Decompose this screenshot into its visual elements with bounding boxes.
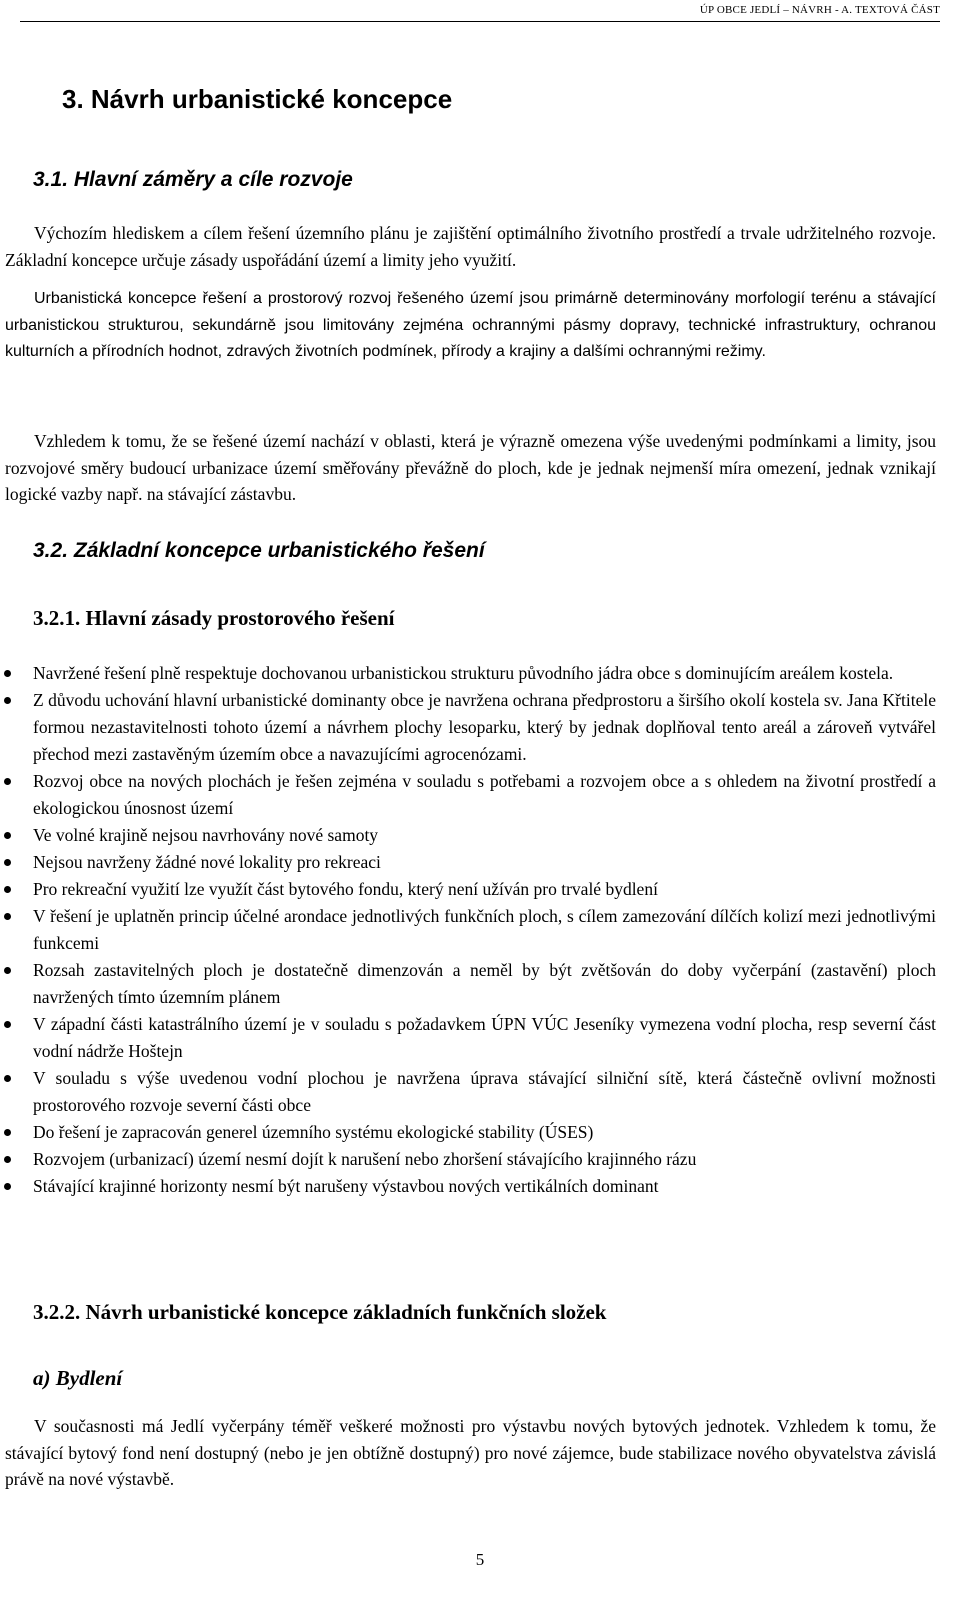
list-item: V souladu s výše uvedenou vodní plochou je navržena úprava stávající silniční sítě, která částečně ovlivní možnosti prostorového rozvoje severní části obce [0,1065,936,1119]
bullet-icon [4,913,11,920]
bullet-icon [4,1129,11,1136]
bullet-icon [4,886,11,893]
list-item: Navržené řešení plně respektuje dochovanou urbanistickou strukturu původního jádra obce s dominujícím areálem kostela. [0,660,936,687]
bullet-icon [4,1021,11,1028]
paragraph-3-1-2: Urbanistická koncepce řešení a prostorový rozvoj řešeného území jsou primárně determinovány morfologií terénu a stávající urbanistickou strukturou, sekundárně jsou limitovány zejména ochrannými pásmy dopravy, technické infrastruktury, ochranou kulturních a přírodních hodnot, zdravých životních podmínek, přírody a krajiny a dalšími ochrannými režimy. [5,290,936,360]
list-item: V řešení je uplatněn princip účelné arondace jednotlivých funkčních ploch, s cílem zamezování dílčích kolizí mezi jednotlivými funkcemi [0,903,936,957]
paragraph-3-1-1: Výchozím hlediskem a cílem řešení územního plánu je zajištění optimálního životního prostředí a trvale udržitelného rozvoje. Základní koncepce určuje zásady uspořádání území a limity jeho využití. [5,223,936,270]
list-item: Ve volné krajině nejsou navrhovány nové samoty [0,822,936,849]
bullet-icon [4,670,11,677]
list-item: V západní části katastrálního území je v souladu s požadavkem ÚPN VÚC Jeseníky vymezena vodní plocha, resp severní část vodní nádrže Hoštejn [0,1011,936,1065]
bullet-icon [4,697,11,704]
list-item: Nejsou navrženy žádné nové lokality pro rekreaci [0,849,936,876]
page-number: 5 [475,1550,485,1569]
list-item: Z důvodu uchování hlavní urbanistické dominanty obce je navržena ochrana předprostoru a širšího okolí kostela sv. Jana Křtitele formou nezastavitelnosti tohoto území a návrhem plochy lesoparku, který by jednak doplňoval tento areál a zároveň vytvářel přechod mezi zastavěným územím obce a navazujícími agrocenózami. [0,687,936,768]
list-item: Do řešení je zapracován generel územního systému ekologické stability (ÚSES) [0,1119,936,1146]
list-item: Rozsah zastavitelných ploch je dostatečně dimenzován a neměl by být zvětšován do doby vyčerpání (zastavění) ploch navržených tímto územním plánem [0,957,936,1011]
chapter-title: 3. Návrh urbanistické koncepce [62,84,453,114]
section-title-3-2-2: 3.2.2. Návrh urbanistické koncepce základních funkčních složek [33,1300,607,1324]
list-item: Rozvojem (urbanizací) území nesmí dojít k narušení nebo zhoršení stávajícího krajinného rázu [0,1146,936,1173]
section-title-3-2-1: 3.2.1. Hlavní zásady prostorového řešení [33,606,395,630]
list-item: Pro rekreační využití lze využít část bytového fondu, který není užíván pro trvalé bydlení [0,876,936,903]
list-item: Stávající krajinné horizonty nesmí být narušeny výstavbou nových vertikálních dominant [0,1173,936,1200]
header-rule [20,21,940,22]
bullet-icon [4,832,11,839]
bullet-icon [4,1156,11,1163]
paragraph-3-1-3: Vzhledem k tomu, že se řešené území nachází v oblasti, která je výrazně omezena výše uvedenými podmínkami a limity, jsou rozvojové směry budoucí urbanizace území směřovány převážně do ploch, kde je jednak nejmenší míra omezení, jednak vznikají logické vazby např. na stávající zástavbu. [5,431,936,504]
subsection-title-a: a) Bydlení [33,1366,123,1390]
running-header: ÚP OBCE JEDLÍ – NÁVRH - A. TEXTOVÁ ČÁST [699,4,940,16]
bullet-icon [4,1183,11,1190]
section-title-3-1: 3.1. Hlavní záměry a cíle rozvoje [33,168,353,191]
bullet-icon [4,1075,11,1082]
list-item: Rozvoj obce na nových plochách je řešen zejména v souladu s potřebami a rozvojem obce a s ohledem na životní prostředí a ekologickou únosnost území [0,768,936,822]
bullet-icon [4,967,11,974]
bullet-icon [4,859,11,866]
bullet-icon [4,778,11,785]
section-title-3-2: 3.2. Základní koncepce urbanistického řešení [33,539,485,562]
paragraph-bydleni: V současnosti má Jedlí vyčerpány téměř veškeré možnosti pro výstavbu nových bytových jednotek. Vzhledem k tomu, že stávající bytový fond není dostupný (nebo je jen obtížně dostupný) pro nové zájemce, bude stabilizace nového obyvatelstva závislá právě na nové výstavbě. [5,1416,936,1489]
principles-list [0,660,936,1200]
